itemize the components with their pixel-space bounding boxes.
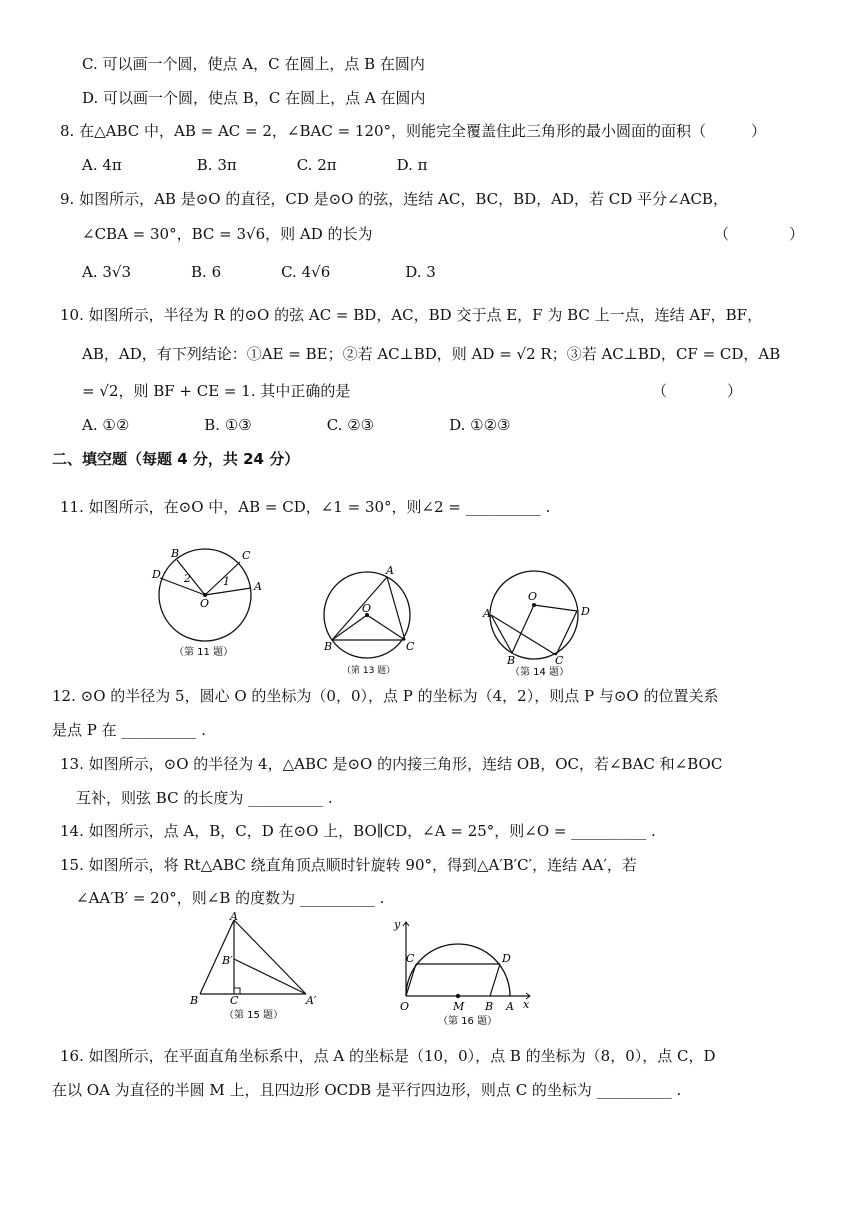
fig13-label-b: B — [324, 640, 333, 653]
fig16-label-a: A — [506, 1000, 514, 1013]
fig14-label-d: D — [581, 605, 590, 618]
question-11: 11. 如图所示，在⊙O 中，AB = CD，∠1 = 30°，则∠2 = __________ . — [60, 498, 551, 516]
question-8: 8. 在△ABC 中，AB = AC = 2，∠BAC = 120°，则能完全覆盖住此三角形的最小圆面的面积（ ） — [60, 122, 767, 140]
figure-13 — [312, 560, 422, 680]
question-13-line2: 互补，则弦 BC 的长度为 __________ . — [76, 789, 333, 807]
fig16-label-m: M — [453, 1000, 465, 1013]
fig15-caption: （第 15 题） — [224, 1010, 284, 1021]
fig11-label-c: C — [242, 549, 251, 562]
fig15-label-c: C — [230, 994, 239, 1007]
fig13-caption: （第 13 题） — [342, 666, 396, 676]
fig11-label-1: 1 — [223, 575, 230, 588]
fig16-label-d: D — [502, 952, 511, 965]
fig11-label-2: 2 — [184, 572, 191, 585]
question-15: 15. 如图所示，将 Rt△ABC 绕直角顶点顺时针旋转 90°，得到△A′B′C′，连结 AA′，若 — [60, 856, 637, 874]
question-12: 12. ⊙O 的半径为 5，圆心 O 的坐标为（0，0），点 P 的坐标为（4，2），则点 P 与⊙O 的位置关系 — [52, 687, 719, 705]
fig13-label-c: C — [406, 640, 415, 653]
fig16-label-y: y — [394, 918, 401, 931]
question-9: 9. 如图所示，AB 是⊙O 的直径，CD 是⊙O 的弦，连结 AC，BC，BD，AD，若 CD 平分∠ACB， — [60, 190, 728, 208]
question-16: 16. 如图所示，在平面直角坐标系中，点 A 的坐标是（10，0），点 B 的坐标为（8，0），点 C，D — [60, 1047, 716, 1065]
fig11-label-a: A — [254, 580, 262, 593]
fig11-caption: （第 11 题） — [174, 647, 234, 658]
question-10-line2: AB，AD，有下列结论：①AE = BE；②若 AC⊥BD，则 AD = √2 R；③若 AC⊥BD，CF = CD，AB — [82, 345, 781, 363]
question-10-line3: = √2，则 BF + CE = 1. 其中正确的是 — [82, 382, 351, 400]
question-10-options: A. ①② B. ①③ C. ②③ D. ①②③ — [82, 416, 511, 434]
fig16-label-o: O — [400, 1000, 410, 1013]
figure-14 — [482, 565, 602, 680]
question-9-line2: ∠CBA = 30°，BC = 3√6，则 AD 的长为 — [82, 225, 373, 243]
figure-16 — [392, 918, 542, 1028]
question-10: 10. 如图所示，半径为 R 的⊙O 的弦 AC = BD，AC，BD 交于点 E，F 为 BC 上一点，连结 AF，BF， — [60, 306, 763, 324]
fig11-label-o: O — [200, 597, 210, 610]
fig15-label-b: B — [190, 994, 199, 1007]
fig16-label-b: B — [485, 1000, 494, 1013]
fig14-label-b: B — [507, 654, 516, 667]
figure-11 — [150, 545, 270, 665]
option-c: C. 可以画一个圆，使点 A，C 在圆上，点 B 在圆内 — [82, 55, 425, 73]
fig15-label-b-prime: B′ — [222, 954, 233, 967]
option-d: D. 可以画一个圆，使点 B，C 在圆上，点 A 在圆内 — [82, 89, 426, 107]
fig15-label-a: A — [230, 910, 238, 923]
fig11-label-b: B — [171, 547, 180, 560]
fig15-label-a-prime: A′ — [306, 994, 317, 1007]
fig14-label-a: A — [483, 607, 491, 620]
question-9-answer-paren: （ ） — [714, 225, 805, 243]
question-8-options: A. 4π B. 3π C. 2π D. π — [82, 156, 428, 174]
question-14: 14. 如图所示，点 A，B，C，D 在⊙O 上，BO∥CD，∠A = 25°，则∠O = __________ . — [60, 822, 656, 840]
question-12-line2: 是点 P 在 __________ . — [52, 721, 206, 739]
fig14-caption: （第 14 题） — [510, 667, 570, 678]
question-16-line2: 在以 OA 为直径的半圆 M 上，且四边形 OCDB 是平行四边形，则点 C 的坐标为 __________ . — [52, 1081, 682, 1099]
fig14-label-c: C — [555, 654, 564, 667]
question-9-options: A. 3√3 B. 6 C. 4√6 D. 3 — [82, 263, 436, 281]
question-10-answer-paren: （ ） — [652, 382, 743, 400]
fig16-label-c: C — [406, 952, 415, 965]
fig16-label-x: x — [523, 998, 530, 1011]
fig13-label-a: A — [386, 564, 394, 577]
fig11-label-d: D — [152, 568, 161, 581]
fig16-caption: （第 16 题） — [438, 1016, 498, 1027]
fig14-label-o: O — [528, 590, 538, 603]
question-13: 13. 如图所示，⊙O 的半径为 4，△ABC 是⊙O 的内接三角形，连结 OB，OC，若∠BAC 和∠BOC — [60, 755, 723, 773]
question-15-line2: ∠AA′B′ = 20°，则∠B 的度数为 __________ . — [76, 889, 385, 907]
figure-15 — [186, 910, 326, 1030]
fig13-label-o: O — [362, 602, 372, 615]
section-heading: 二、填空题（每题 4 分，共 24 分） — [52, 450, 300, 468]
